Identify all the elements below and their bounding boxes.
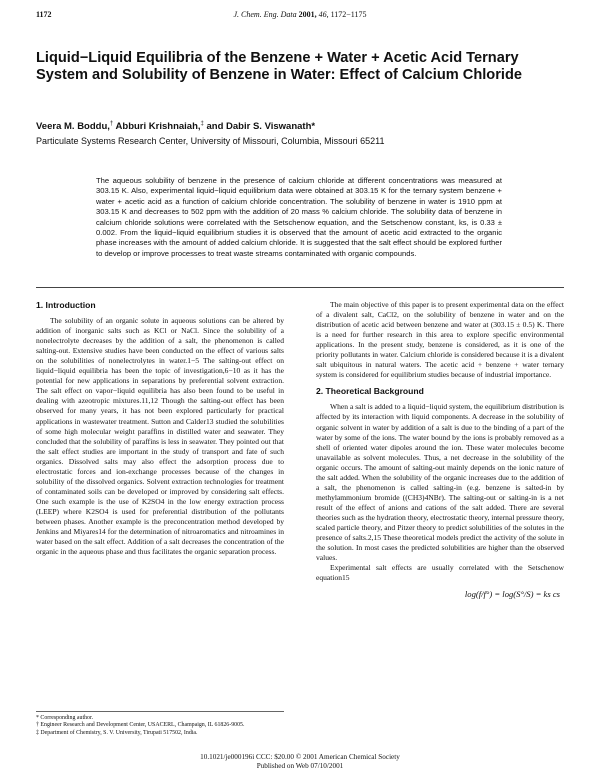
journal-volume: 46 [318,10,327,19]
footnote-double-dagger: ‡ Department of Chemistry, S. V. University, Tirupati 517502, India. [36,729,198,736]
author-1-mark: † [109,121,114,127]
article-title: Liquid−Liquid Equilibria of the Benzene + Water + Acetic Acid Ternary System and Solubility of Benzene in Water: Effect of Calcium Chloride [36,50,522,83]
section-heading-introduction: 1. Introduction [36,300,96,310]
abstract: The aqueous solubility of benzene in the presence of calcium chloride at different concentrations was measured at 303.15 K. Also, experimental liquid−liquid equilibrium data were obtained at 303.15 K for the ternary system benzene + water + acetic acid as a function of calcium chloride concentration. The solubility of benzene in water is 1910 ppm at 303.15 K and decreases to 502 ppm with the addition of 20 mass % calcium chloride. The solubility data of benzene in calcium chloride solutions were correlated with the Setschenow equation, and the Setschenow constant, ks, is 0.33 ± 0.002. From the liquid−liquid equilibrium studies it is observed that the amount of acetic acid extracted to the organic phase increases with the amount of added calcium chloride. It is suggested that the salt effect should be explored further to develop or improve processes to treat waste streams contaminated with organic compounds. [96,176,502,258]
running-header [36,10,564,22]
setschenow-equation: log(f/f°) = log(S°/S) = ks cs [464,589,560,600]
author-line [36,121,564,132]
page-number: 1172 [36,10,52,19]
author-1: Veera M. Boddu, [36,121,110,133]
footnote-corresponding: * Corresponding author. [36,715,94,721]
right-column [316,300,564,599]
intro-paragraph: The solubility of an organic solute in aqueous solutions can be altered by addition of inorganic salts such as KCl or NaCl. Since the solubility of a nonelectrolyte decreases by the addition of a salt, the phenomenon is called salting-out. Extensive studies have been conducted on the effect of various salts on the solubilities of nonelectrolytes in water.1−5 The salting-out effect on liquid−liquid equilibria has been the topic of investigation,6−10 as it has the potential for new applications in separations by preferential solvent extraction. The salt effect on vapor−liquid equilibria has also been found to be useful in dealing with azeotropic mixtures.11,12 Though the salting-out effect has been observed for many years, it has not been explored particularly for practical applications in wastewater treatment. Sutton and Calder13 studied the solubilities of some high molecular weight paraffins in distilled water and seawater. They concluded that the solubility of paraffins is less in seawater. They pointed out that the salt effect studies are important in the study of transport and fate of such organics. Dissolved salts may also effect the adsorption process due to electrostatic forces and ion-exchange processes because of the changes in solubility of the dissolved organics. Solvent extraction technologies for treatment of contaminated soils can be developed or improved by considering salt effects. One such example is the use of K2SO4 in the low energy extraction process (LEEP) where K2SO4 is used for preferential distribution of the pollutants between phases. Another example is the preconcentration method developed by Jenkins and Miyares14 for the determination of nitroaromatics and nitroamines in water based on the salt effect. Addition of a salt decreases the concentration of the organic in the aqueous phase and thus facilitates the organic separation process. [36,316,284,557]
footnotes [36,711,284,737]
doi-line: 10.1021/je000196i CCC: $20.00 © 2001 American Chemical Society [200,753,400,761]
journal-pages: , 1172−1175 [326,10,367,19]
objective-paragraph: The main objective of this paper is to present experimental data on the effect of a divalent salt, CaCl2, on the solubility of benzene in water and on the distribution of acetic acid between benzene and water at (303.15 ± 0.5) K. There is a need for further research in this area to explore specific environmental applications. In the present study, benzene is considered, as it is one of the priority pollutants in water. Calcium chloride is considered because it is a divalent salt ubiquitous in natural waters. The acetic acid + benzene + water ternary system is considered for equilibrium studies because of industrial importance. [316,300,564,380]
theory-paragraph-2: Experimental salt effects are usually correlated with the Setschenow equation15 [316,563,564,583]
section-heading-theory: 2. Theoretical Background [316,386,424,397]
abstract-divider [36,287,564,288]
author-3: and Dabir S. Viswanath* [203,121,316,133]
author-2: Abburi Krishnaiah, [113,121,201,133]
published-date: Published on Web 07/10/2001 [256,762,344,770]
footnote-dagger: † Engineer Research and Development Center, USACERL, Champaign, IL 61826-9005. [36,722,245,729]
page-footer [0,753,600,771]
journal-name: J. Chem. Eng. Data [233,10,297,19]
running-head [36,10,564,19]
journal-year: 2001, [296,10,319,19]
theory-paragraph-1: When a salt is added to a liquid−liquid system, the equilibrium distribution is affected by its interaction with liquid components. A decrease in the solubility of organic solvent in water by addition of a salt is due to the binding of a part of the water by some of the ions. The water bound by the ions is probably removed as a shell of oriented water dipoles around the ion. These water molecules become unavailable as solvent molecules. Thus, a net decrease in the solubility of the organic occurs. The amount of salting-out mainly depends on the ionic nature of the salt added. When the solubility of the organic increases due to the addition of a salt, the phenomenon is called salting-in (e.g. benzene is salted-in by methylammonium bromide ((CH3)4NBr). The salting-out or salting-in is a net result of the effect of anions and cations of the salt added. There are several theories such as the hydration theory, electrostatic theory, internal pressure theory, scaled particle theory, and Pitzer theory to predict solubilities of the solutes in the presence of salts.2,15 These theoretical models predict the activity of the solute in the solution. In most cases the predicted solubilities are higher than the observed values. [316,402,564,563]
author-2-mark: ‡ [200,121,204,127]
affiliation: Particulate Systems Research Center, University of Missouri, Columbia, Missouri 65211 [36,136,385,146]
left-column [36,300,284,557]
